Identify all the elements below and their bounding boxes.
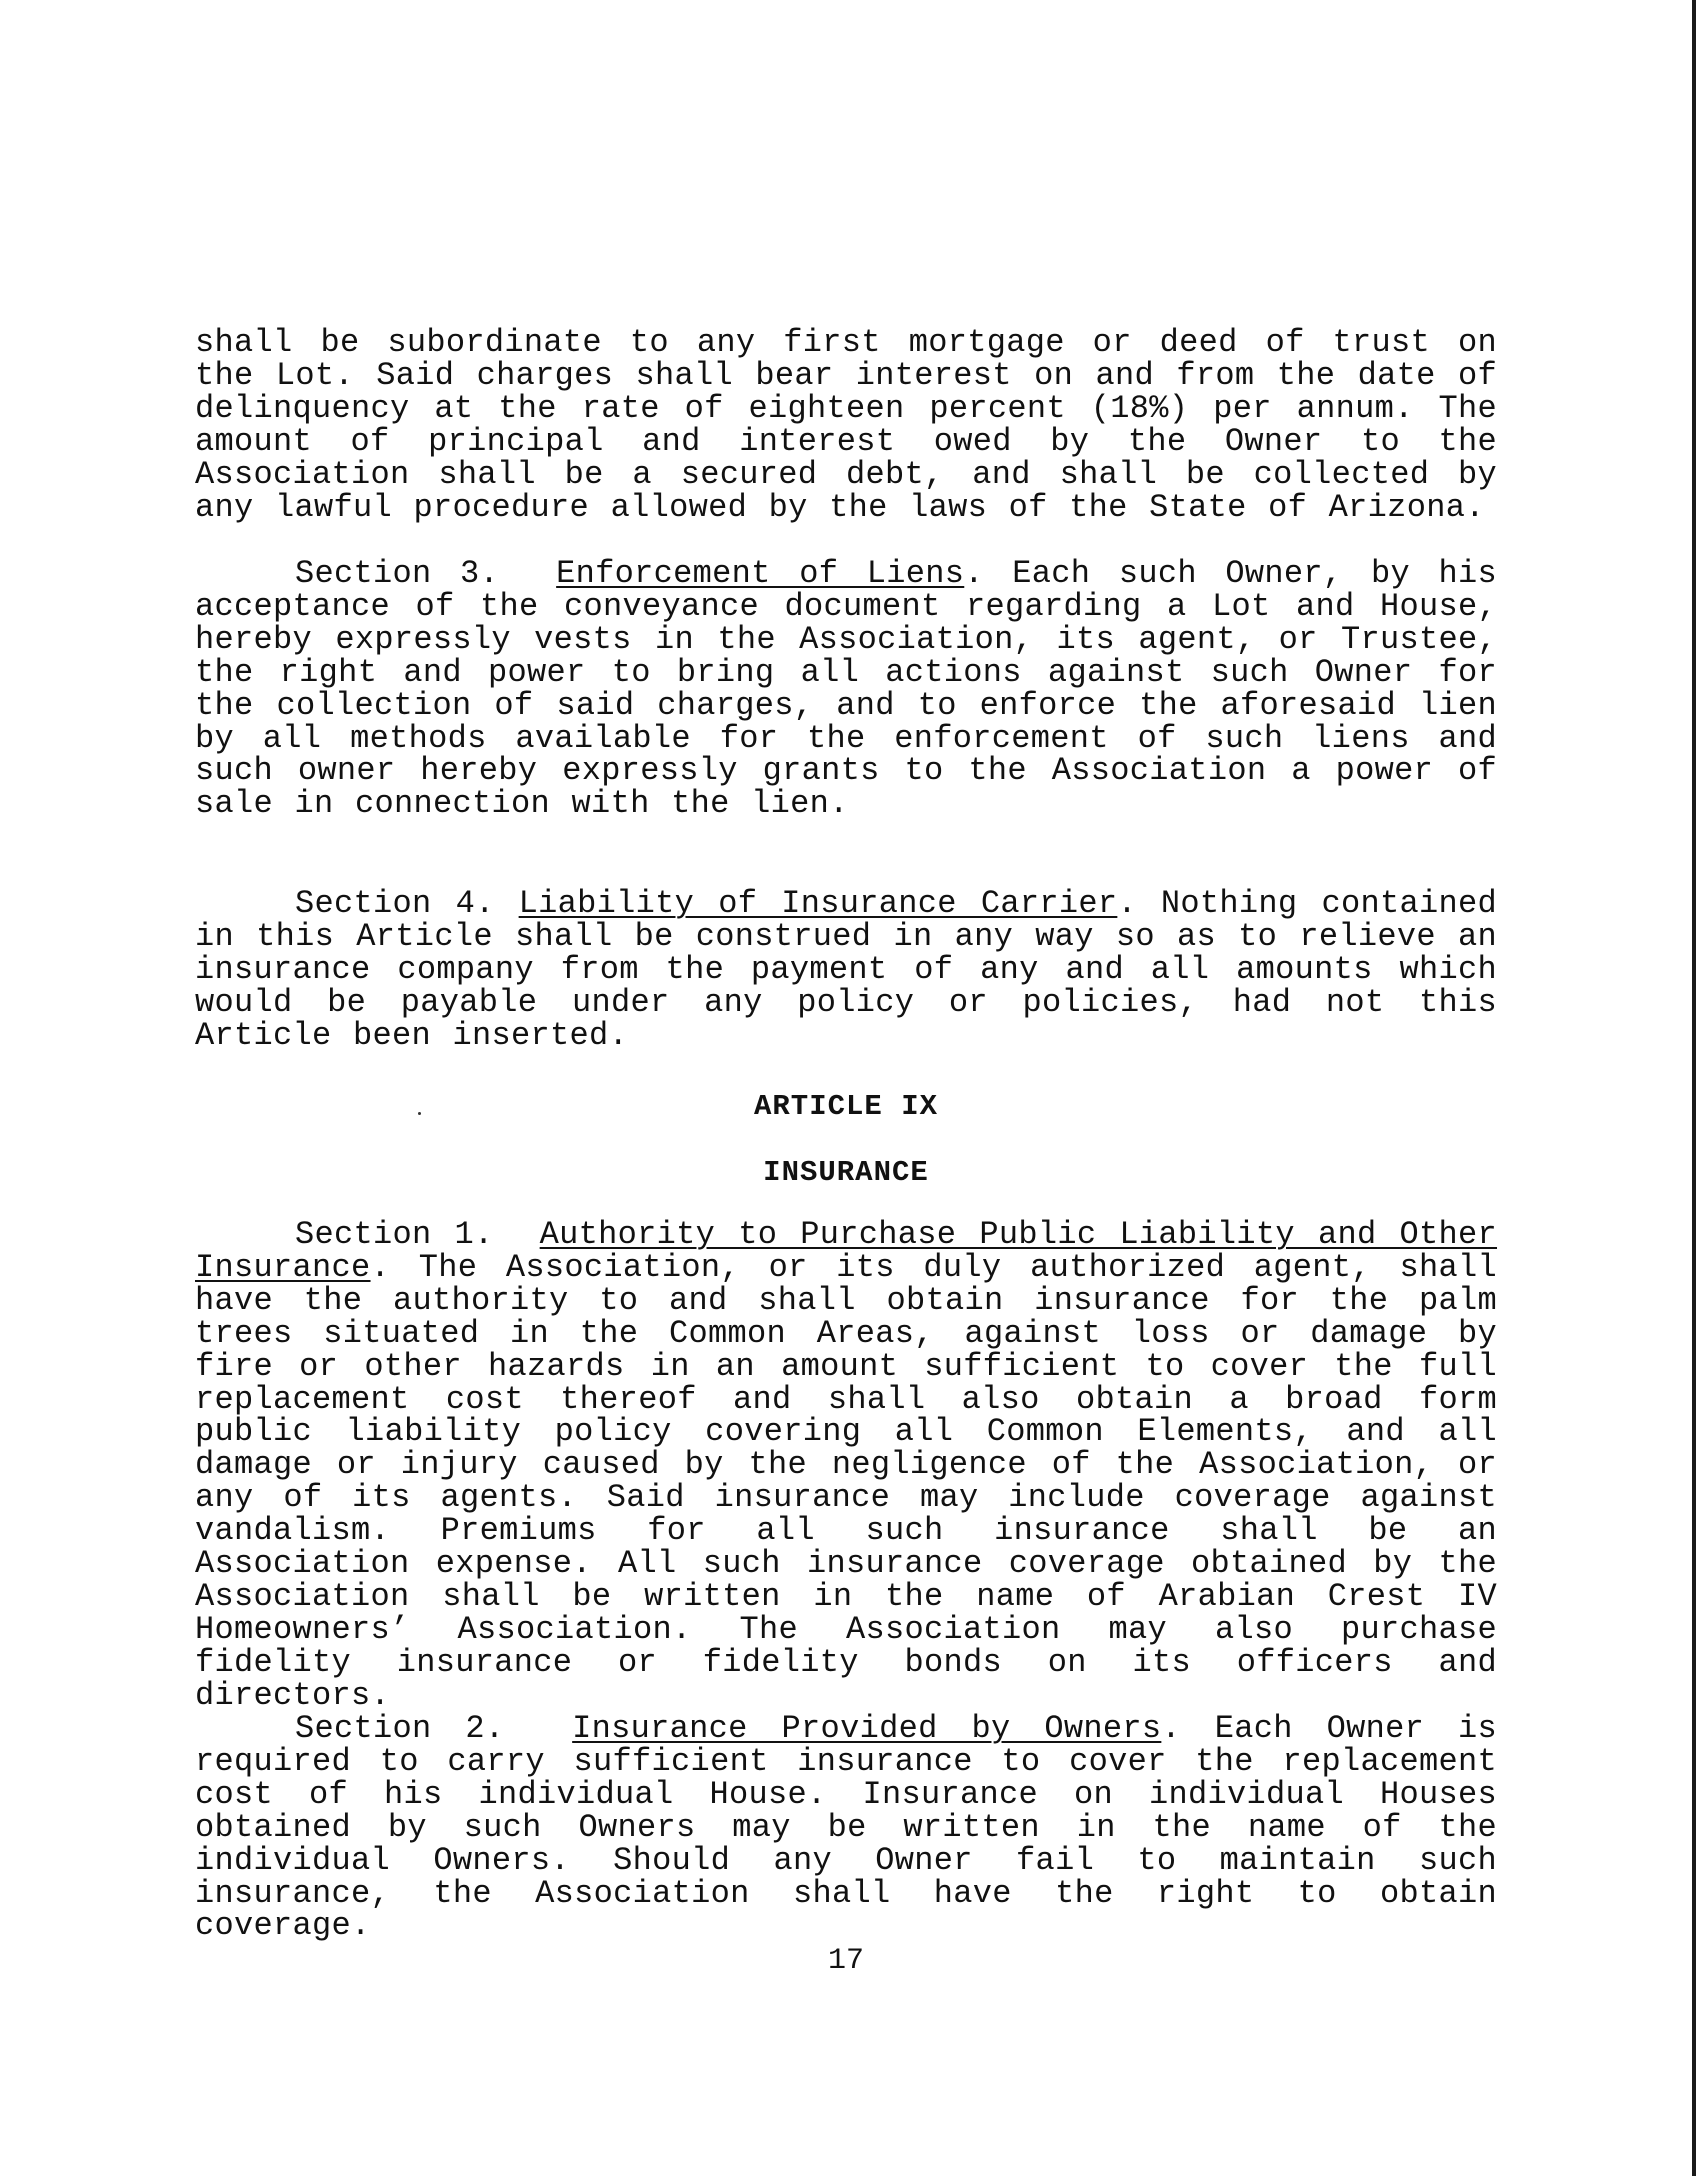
insurance-section-2-title: Insurance Provided by Owners: [572, 1710, 1162, 1747]
insurance-section-2-label: Section 2.: [295, 1710, 505, 1747]
insurance-section-1-paragraph: [195, 1216, 1498, 1714]
section-4-title: Liability of Insurance Carrier: [518, 885, 1118, 922]
section-4-label: Section 4.: [295, 885, 495, 922]
article-number-heading: ARTICLE IX: [753, 1090, 939, 1123]
continuation-paragraph: shall be subordinate to any first mortgage or deed of trust on the Lot. Said charges shall bear interest on and from the date of delinquency at the rate of eighteen percent (18%) per annum. The amount of principal and interest owed by the Owner to the Association shall be a secured debt, and shall be collected by any lawful procedure allowed by the laws of the State of Arizona.: [195, 324, 1497, 526]
insurance-section-1-title: Authority to Purchase Public Liability and Other Insurance: [195, 1216, 1498, 1286]
section-3-paragraph: [195, 555, 1497, 823]
scan-edge-shadow: [1692, 0, 1696, 2176]
insurance-section-2-text: . Each Owner is required to carry sufficient insurance to cover the replacement cost of his individual House. Insurance on individual Houses obtained by such Owners may be written in the name of the individual Owners. Should any Owner fail to maintain such insurance, the Association shall have the right to obtain coverage.: [195, 1710, 1498, 1945]
section-3-title: Enforcement of Liens: [556, 555, 965, 592]
section-3-text: . Each such Owner, by his acceptance of the conveyance document regarding a Lot and House, hereby expressly vests in the Association, its agent, or Trustee, the right and power to bring all actions against such Owner for the collection of said charges, and to enforce the aforesaid lien by all methods available for the enforcement of such liens and such owner hereby expressly grants to the Association a power of sale in connection with the lien.: [195, 555, 1497, 823]
article-title-heading: INSURANCE: [763, 1156, 929, 1189]
section-3-label: Section 3.: [295, 555, 500, 592]
section-4-text: . Nothing contained in this Article shall be construed in any way so as to relieve an insurance company from the payment of any and all amounts which would be payable under any policy or policies, had not this Article been inserted.: [195, 885, 1498, 1054]
section-4-paragraph: [195, 885, 1498, 1054]
insurance-section-2-paragraph: [195, 1710, 1498, 1945]
page-number: 17: [827, 1944, 864, 1978]
insurance-section-1-text: . The Association, or its duly authorized agent, shall have the authority to and shall obtain insurance for the palm trees situated in the Common Areas, against loss or damage by fire or other hazards in an amount sufficient to cover the full replacement cost thereof and shall also obtain a broad form public liability policy covering all Common Elements, and all damage or injury caused by the negligence of the Association, or any of its agents. Said insurance may include coverage against vandalism. Premiums for all such insurance shall be an Association expense. All such insurance coverage obtained by the Association shall be written in the name of Arabian Crest IV Homeowners’ Association. The Association may also purchase fidelity insurance or fidelity bonds on its officers and directors.: [195, 1248, 1497, 1714]
insurance-section-1-label: Section 1.: [295, 1216, 494, 1253]
